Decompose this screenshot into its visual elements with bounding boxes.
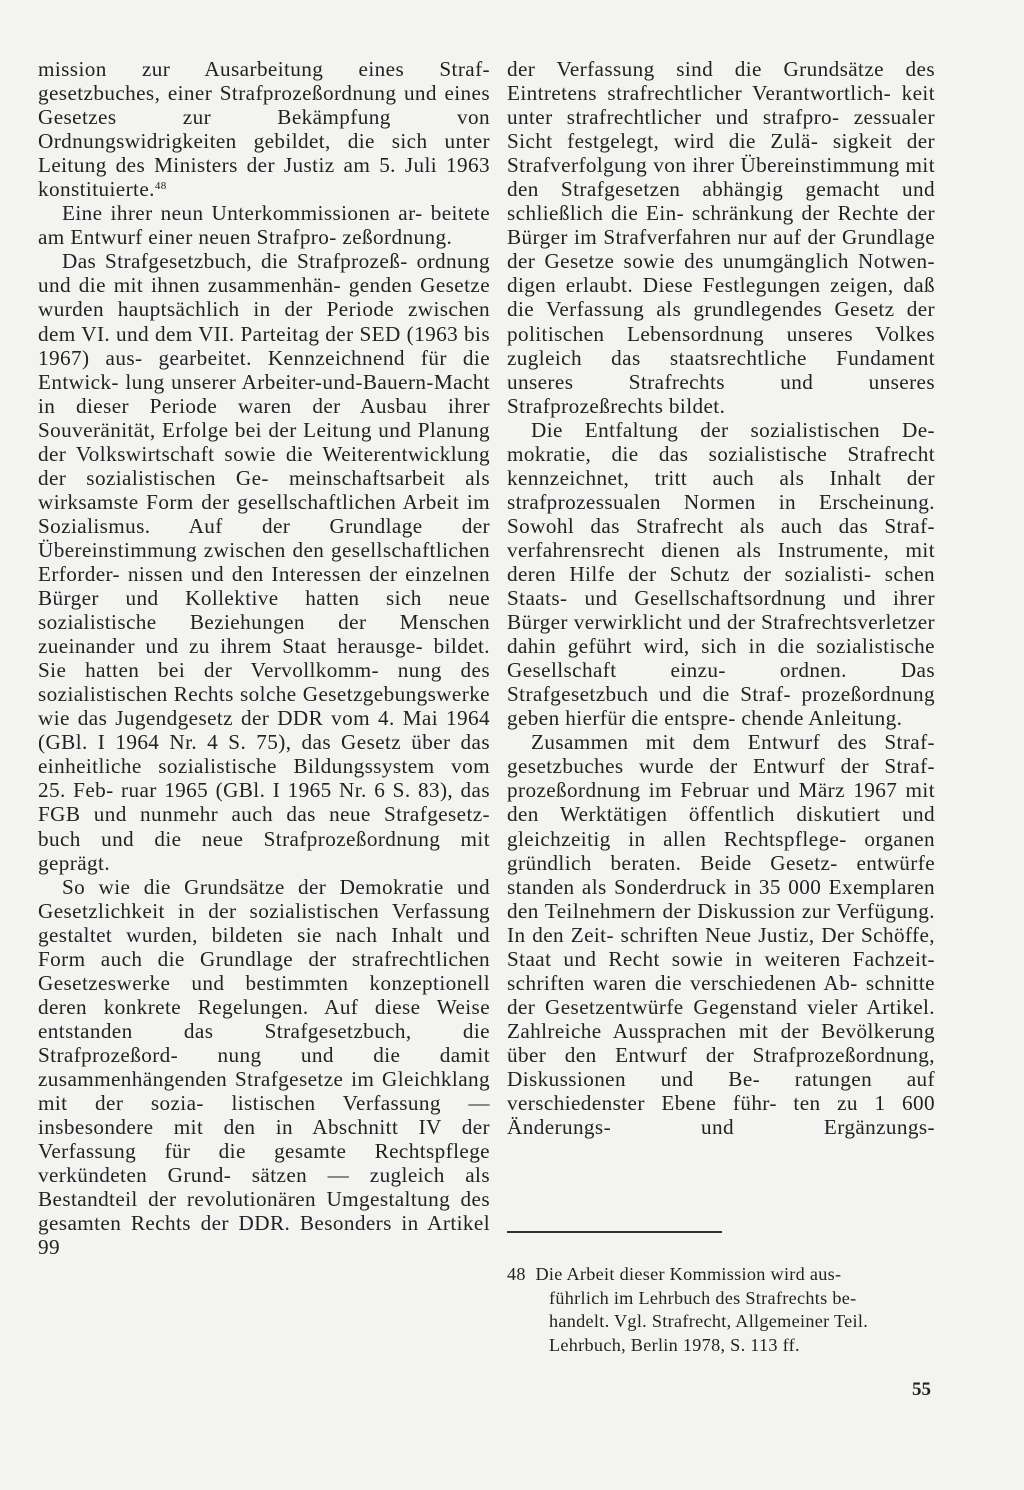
text-line: den in Abschnitt IV der Verfassung für die (38, 1115, 490, 1164)
text-line: und Recht sowie in weiteren Fachzeit- (563, 946, 936, 971)
text-line: der strafrechtlichen Gesetzeswerke und (38, 946, 490, 995)
text-line: schränkung der Rechte der Bürger im (507, 201, 935, 250)
text-line: verfahrensrecht dienen als Instrumente, (507, 537, 890, 562)
text-line: schriften waren die verschiedenen Ab- (507, 970, 858, 995)
text-line: mit deren Hilfe der Schutz der sozialisti- (507, 537, 935, 586)
text-line: meinschaftsarbeit als wirksamste Form der (38, 465, 490, 514)
text-line: sigkeit der Strafverfolgung von ihrer (507, 129, 935, 178)
text-line: zueinander und zu ihrem Staat herausge- (38, 634, 424, 659)
text-line: zeßordnung. (342, 225, 453, 250)
text-line: gesamte Rechtspflege verkündeten Grund- (38, 1139, 490, 1188)
text-line: das Strafgesetzbuch, die Strafprozeßord- (38, 1018, 490, 1067)
paragraph (507, 730, 935, 1139)
footnote (507, 1263, 937, 1357)
text-line: Weiterentwicklung der sozialistischen Ge- (38, 441, 490, 490)
text-line: VII. Parteitag der SED (1963 bis 1967) aus- (38, 321, 490, 370)
text-line: unseres Volkes zugleich das staatsrechtliche (507, 321, 935, 370)
text-line: Auf der Grundlage der Übereinstimmung (38, 513, 490, 562)
text-line: kennzeichnet, tritt auch als Inhalt der (507, 465, 935, 490)
text-line: der Verfassung sind die Grundsätze des (507, 57, 935, 81)
text-line: mission zur Ausarbeitung eines Straf- (38, 57, 490, 81)
text-line: und Gesetzlichkeit in der sozialistischen (38, 874, 490, 923)
text-line: der DDR vom 4. Mai 1964 (GBl. I 1964 Nr. 4 (38, 706, 490, 755)
text-line: beitete am Entwurf einer neuen Strafpro- (38, 201, 490, 250)
text-line: ratungen auf verschiedenster Ebene führ- (507, 1066, 936, 1116)
text-line: revolutionären Umgestaltung des gesamten (38, 1187, 490, 1236)
text-line: zessualer Sicht festgelegt, wird die Zulä- (507, 105, 935, 154)
text-line: der Bevölkerung über den Entwurf der (507, 1018, 936, 1067)
text-line: 35 000 Exemplaren den Teilnehmern der (507, 874, 936, 923)
text-line: und gleichzeitig in allen Rechtspflege- (507, 802, 935, 851)
text-line: Fundament unseres Strafrechts und (507, 345, 935, 394)
text-line: Gesetz der politischen Lebensordnung (507, 297, 936, 346)
text-line: abhängig gemacht und schließlich die Ein- (507, 177, 935, 226)
text-line: Strafrechtsverletzer dahin geführt wird, (507, 610, 935, 659)
text-line: Regelungen. Auf diese Weise entstanden (38, 994, 490, 1043)
text-line: der Periode zwischen dem VI. und dem (38, 297, 490, 346)
text-line: Zusammen mit dem Entwurf des Straf- (531, 730, 935, 755)
text-line: und ihrer Bürger verwirklicht und der (507, 586, 935, 635)
footnote-divider (507, 1231, 722, 1233)
text-line: Ordnungswidrigkeiten gebildet, die sich (38, 129, 428, 154)
paragraph (38, 249, 490, 874)
text-line: mit den Werktätigen öffentlich diskutiert (507, 778, 935, 827)
text-line: ruar 1965 (GBl. I 1965 Nr. 6 S. 83), das FGB (38, 778, 490, 827)
text-line: und eines Gesetzes zur Bekämpfung von (38, 81, 491, 130)
text-line: genden Gesetze wurden hauptsächlich in (38, 273, 490, 322)
paragraph (38, 201, 490, 249)
text-line: gesellschaftlichen Arbeit im Sozialismus. (38, 489, 490, 538)
footnote-first-line (507, 1263, 937, 1287)
text-line: mokratie, die das sozialistische Strafrecht (507, 441, 935, 466)
text-line: listischen Verfassung — insbesondere mit (38, 1091, 490, 1140)
text-line: schriften Neue Justiz, Der Schöffe, Staat (507, 922, 936, 971)
text-line: Die Entfaltung der sozialistischen De- (531, 417, 935, 442)
text-line: Diskussion zur Verfügung. In den Zeit- (507, 898, 935, 947)
text-line: prozeßordnung geben hierfür die entspre- (507, 682, 936, 731)
text-line: prozeßordnung im Februar und März 1967 (507, 778, 898, 803)
text-line: schen Staats- und Gesellschaftsordnung (507, 561, 935, 611)
text-line: vieler Artikel. Zahlreiche Aussprachen mit (507, 994, 936, 1043)
text-line: entwürfe standen als Sonderdruck in (507, 850, 935, 899)
text-line: sätzen — zugleich als Bestandteil der (38, 1163, 490, 1212)
text-line: Sowohl das Strafrecht als auch das Straf- (507, 513, 935, 538)
paragraph (38, 875, 490, 1260)
text-line: zwischen den gesellschaftlichen Erforder- (38, 537, 490, 586)
text-line: sich in die sozialistische Gesellschaft einzu- (507, 634, 935, 683)
text-line: digen erlaubt. Diese Festlegungen zeigen, (507, 273, 894, 298)
footnote-text: Lehrbuch, Berlin 1978, S. 113 ff. (549, 1334, 800, 1355)
text-line: nung des sozialistischen Rechts solche (38, 658, 490, 707)
text-line: nach Inhalt und Form auch die Grundlage (38, 922, 490, 971)
text-line: nissen und den Interessen der einzelnen (127, 561, 490, 586)
text-line: gesetzbuches wurde der Entwurf der Straf- (507, 754, 935, 779)
paragraph (507, 57, 935, 418)
text-line: unseres Strafprozeßrechts bildet. (507, 369, 935, 418)
text-line: unter Leitung des Ministers der Justiz am (38, 129, 490, 178)
page-number: 55 (912, 1379, 931, 1400)
footnote-number: 48 (507, 1264, 526, 1284)
text-line: ten zu 1 600 Änderungs- und Ergänzungs- (507, 1091, 936, 1140)
text-line: 5. Juli 1963 konstituierte. (38, 153, 490, 202)
footnote-reference: 48 (154, 180, 167, 193)
paragraph (38, 57, 490, 201)
paragraph (507, 418, 935, 731)
text-line: daß die Verfassung als grundlegendes (507, 273, 935, 322)
text-line: Bürger und Kollektive hatten sich neue (38, 586, 490, 611)
text-line: Strafprozeßordnung, Diskussionen und Be- (507, 1042, 935, 1091)
text-line: Gesetze sowie des unumgänglich Notwen- (544, 249, 935, 274)
left-column (38, 57, 490, 1259)
text-line: schnitte der Gesetzentwürfe Gegenstand (507, 970, 935, 1019)
text-line: Strafgesetze im Gleichklang mit der sozia- (38, 1066, 490, 1116)
footnote-text: Die Arbeit dieser Kommission wird aus- (535, 1264, 842, 1284)
text-line: buch und die neue Strafprozeßordnung mit (38, 826, 490, 851)
text-line: sozialistische Beziehungen der Menschen (38, 610, 490, 635)
text-line: nung und die damit zusammenhängenden (38, 1042, 490, 1091)
text-line: gesetzbuches, einer Strafprozeßordnung (38, 81, 397, 106)
text-line: chende Anleitung. (741, 706, 903, 731)
text-line: Planung der Volkswirtschaft sowie die (38, 417, 490, 466)
text-line: Gesetzgebungswerke wie das Jugendgesetz (38, 682, 490, 731)
text-line: lung unserer Arbeiter-und-Bauern-Macht (125, 369, 490, 394)
footnote-text: handelt. Vgl. Strafrecht, Allgemeiner Teil. (549, 1311, 869, 1332)
text-line: Übereinstimmung mit den Strafgesetzen (507, 153, 935, 202)
text-line: strafprozessualen Normen in Erscheinung. (507, 489, 935, 514)
text-line: gearbeitet. Kennzeichnend für die Entwick- (38, 345, 491, 394)
footnote-text: führlich im Lehrbuch des Strafrechts be- (549, 1287, 857, 1308)
text-line: S. 75), das Gesetz über das einheitliche (38, 730, 490, 779)
text-line: Rechts der DDR. Besonders in Artikel 99 (38, 1211, 490, 1260)
text-line: Verfassung gestaltet wurden, bildeten sie (38, 898, 490, 947)
text-line: Eintretens strafrechtlicher Verantwortlich- (507, 81, 892, 106)
text-line: organen gründlich beraten. Beide Gesetz- (507, 826, 935, 875)
text-line: So wie die Grundsätze der Demokratie (62, 874, 444, 899)
text-line: und nunmehr auch das neue Strafgesetz- (93, 802, 490, 827)
text-line: Eine ihrer neun Unterkommissionen ar- (62, 201, 423, 226)
text-line: Souveränität, Erfolge bei der Leitung und (38, 417, 412, 442)
text-line: bestimmten konzeptionell deren konkrete (38, 970, 490, 1019)
text-line: keit unter strafrechtlicher und strafpro- (507, 81, 935, 130)
text-line: Das Strafgesetzbuch, die Strafprozeß- (62, 249, 408, 274)
text-line: Strafverfahren nur auf der Grundlage der (507, 225, 936, 274)
text-line: geprägt. (38, 850, 111, 875)
text-line: ordnen. Das Strafgesetzbuch und die Straf- (507, 658, 935, 707)
text-line: ordnung und die mit ihnen zusammenhän- (38, 249, 490, 298)
text-line: sozialistische Bildungssystem vom 25. Feb- (38, 754, 490, 803)
text-line: bildet. Sie hatten bei der Vervollkomm- (38, 634, 490, 683)
right-column (507, 57, 935, 1139)
text-line: in dieser Periode waren der Ausbau ihrer (38, 393, 490, 418)
